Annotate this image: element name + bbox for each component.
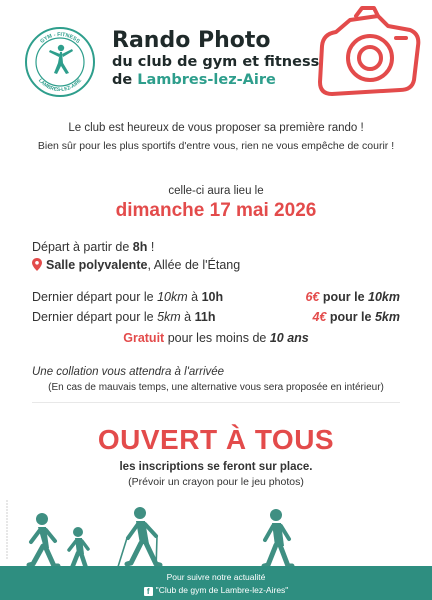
route-prefix: Dernier départ pour le [32,310,158,324]
title-line-2: du club de gym et fitness [112,54,320,70]
facebook-page-name: "Club de gym de Lambre-lez-Aires" [155,585,289,595]
logo-bottom-text: LAMBRES-LEZ-AIRE [36,77,84,94]
page-title [112,28,319,89]
walker-icon [264,509,292,566]
price-amount: 6€ [305,290,320,304]
event-date: dimanche 17 mai 2026 [115,200,317,221]
start-hour: 8h [132,240,148,254]
price-mid: pour le [326,310,375,324]
registration-line-1: les inscriptions se feront sur place. [119,461,313,473]
free-rest: pour les moins de [164,331,270,345]
route-mid: à [187,290,202,304]
camera-icon [306,2,430,98]
title-line-3-prefix: de [112,72,138,88]
title-line-1: Rando Photo [112,28,271,53]
logo-top-text: GYM - FITNESS [39,31,81,45]
price-distance: 5km [374,310,400,324]
free-age: 10 ans [269,331,309,345]
start-prefix: Départ à partir de [32,240,133,254]
start-place [32,258,240,272]
price-5km [312,310,400,324]
route-last-start: 11h [194,310,216,324]
route-mid: à [180,310,195,324]
place-name: Salle polyvalente [46,258,148,272]
registration-line-2: (Prévoir un crayon pour le jeu photos) [128,476,304,488]
route-distance: 10km [157,290,188,304]
walker-icon [69,527,88,568]
start-suffix: ! [147,240,155,254]
route-last-start: 10h [201,290,224,304]
location-pin-icon [32,258,42,271]
walker-icon [117,507,160,570]
footer-follow: Pour suivre notre actualité [166,572,266,582]
side-credit-text [4,500,10,560]
date-lead: celle-ci aura lieu le [168,185,264,197]
price-mid: pour le [319,290,369,304]
title-town: Lambres-lez-Aire [137,72,276,88]
price-10km [305,290,400,304]
intro-line-1: Le club est heureux de vous proposer sa première rando ! [68,122,364,134]
snack-note: Une collation vous attendra à l'arrivée [32,366,225,378]
route-5km [32,310,215,324]
open-to-all-heading: OUVERT À TOUS [97,424,335,455]
footer-facebook[interactable] [0,585,432,596]
start-time [32,240,154,254]
free-word: Gratuit [123,331,165,345]
weather-note: (En cas de mauvais temps, une alternative vous sera proposée en intérieur) [48,382,384,393]
divider [32,402,400,403]
footer-banner [0,566,432,600]
title-line-3 [112,71,319,89]
intro-line-2: Bien sûr pour les plus sportifs d'entre vous, rien ne vous empêche de courir ! [37,140,395,152]
club-logo [24,26,96,98]
price-amount: 4€ [312,310,327,324]
route-prefix: Dernier départ pour le [32,290,158,304]
free-entry [0,331,432,345]
price-distance: 10km [368,290,400,304]
walker-icon [29,513,58,566]
route-distance: 5km [157,310,181,324]
route-10km [32,290,223,304]
place-address: , Allée de l'Étang [147,258,241,272]
facebook-icon: f [144,587,153,596]
